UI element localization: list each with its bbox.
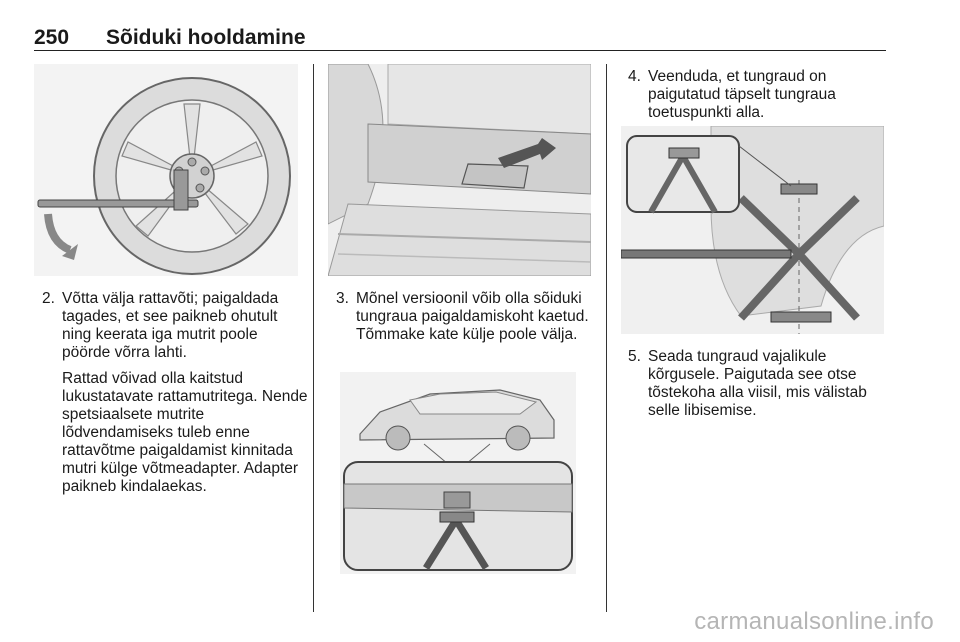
page-number: 250 [34, 26, 70, 49]
car-jack-position-illustration [340, 372, 576, 574]
step-number: 5. [628, 348, 641, 365]
jack-point-cover-illustration [328, 64, 591, 276]
step-text: Seada tungraud vajalikule kõrgusele. Paigutada see otse tõstekoha alla viisil, mis välistab selle libisemise. [648, 348, 867, 419]
wheel-wrench-illustration [34, 64, 298, 276]
page-header [34, 26, 886, 51]
step-text: Mõnel versioonil võib olla sõiduki tungraua paigaldamiskoht kaetud. Tõmmake kate külje poole välja. [356, 290, 589, 343]
step-number: 4. [628, 68, 641, 85]
note-paragraph [62, 370, 308, 500]
note-text: Rattad võivad olla kaitstud lukustatavate rattamutritega. Nende spetsiaalsete mutrite lõdvendamiseks tuleb enne rattavõtme paigaldamist kinnitada mutri külge võtmeadapter. Adapter paikneb kindalaekas. [62, 370, 308, 495]
column-divider-left [313, 64, 314, 612]
step-number: 2. [42, 290, 55, 307]
step-5 [628, 348, 884, 422]
section-title: Sõiduki hooldamine [106, 26, 306, 49]
watermark: carmanualsonline.info [694, 608, 934, 635]
column-divider-right [606, 64, 607, 612]
step-text: Veenduda, et tungraud on paigutatud täpselt tungraua toetuspunkti alla. [648, 68, 836, 121]
step-text: Võtta välja rattavõti; paigaldada tagades, et see paikneb ohutult ning keerata iga mutrit poole pöörde võrra lahti. [62, 290, 279, 361]
scissor-jack-illustration [621, 126, 884, 334]
step-4 [628, 68, 884, 124]
step-number: 3. [336, 290, 349, 307]
step-2 [42, 290, 304, 364]
step-3 [336, 290, 598, 364]
